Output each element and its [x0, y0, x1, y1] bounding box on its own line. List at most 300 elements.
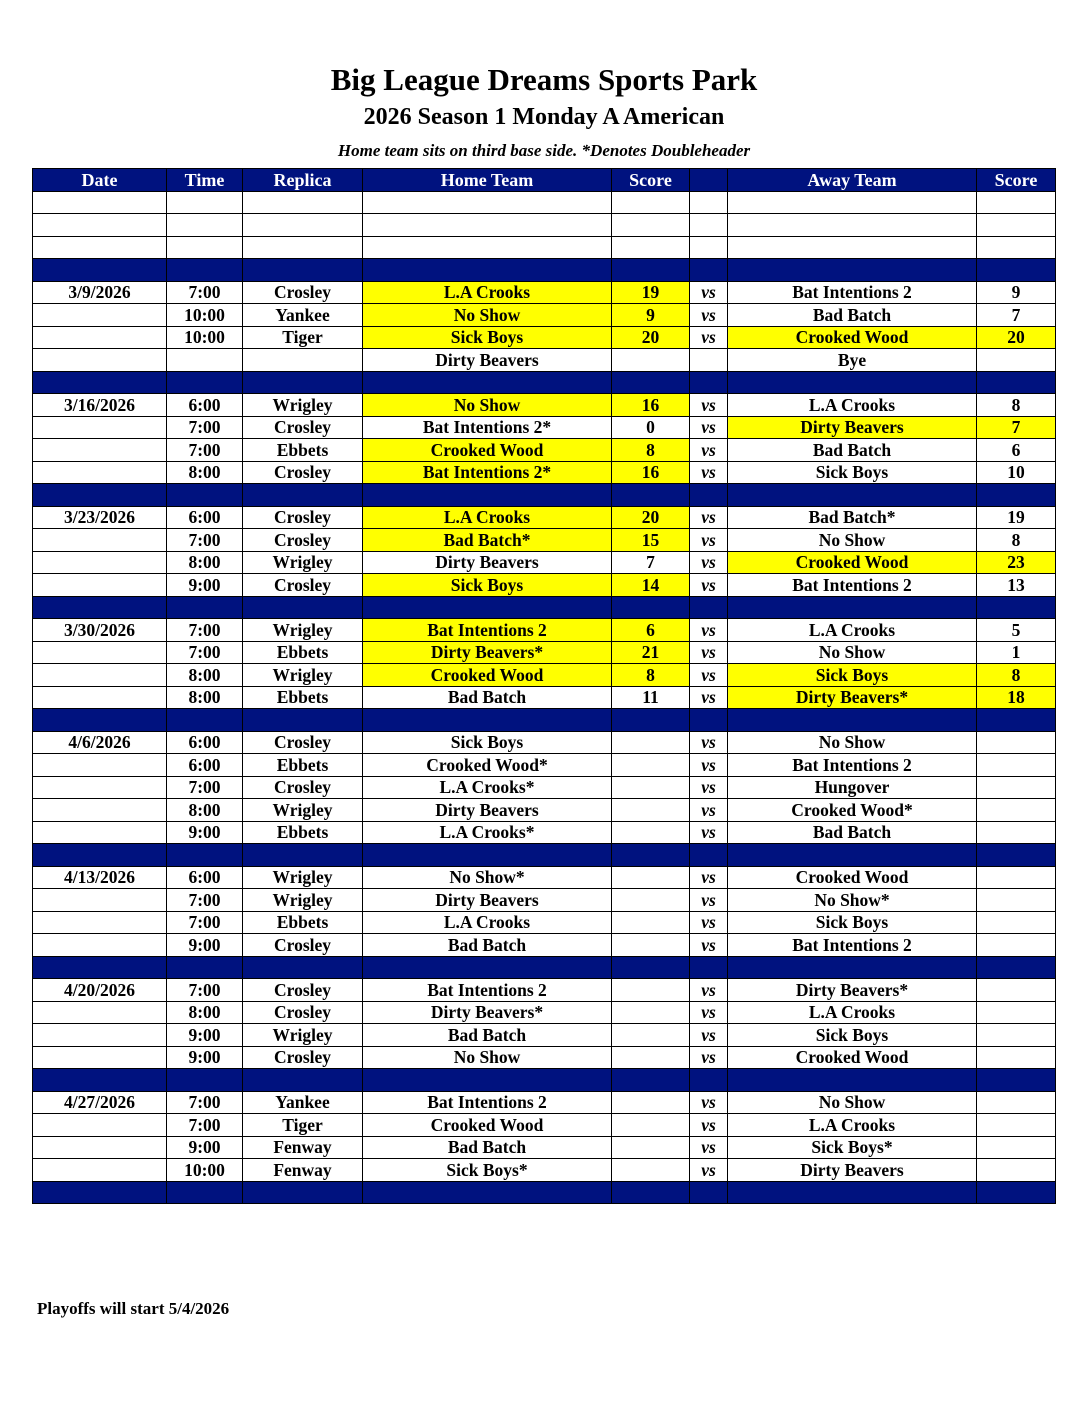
home-score-cell: [612, 1001, 690, 1024]
separator-cell: [243, 844, 363, 867]
away-score-cell: 19: [977, 506, 1056, 529]
home-team-cell: Sick Boys: [363, 731, 612, 754]
table-row: [33, 394, 1056, 417]
time-cell: 7:00: [167, 979, 243, 1002]
home-score-cell: 16: [612, 461, 690, 484]
table-row: [33, 821, 1056, 844]
home-score-cell: [612, 1159, 690, 1182]
separator-cell: [690, 596, 728, 619]
date-cell: 3/9/2026: [33, 281, 167, 304]
separator-cell: [612, 371, 690, 394]
table-row: [33, 416, 1056, 439]
home-team-cell: Bat Intentions 2: [363, 979, 612, 1002]
replica-cell: Wrigley: [243, 551, 363, 574]
replica-cell: Wrigley: [243, 619, 363, 642]
separator-cell: [363, 596, 612, 619]
time-cell: 8:00: [167, 799, 243, 822]
separator-cell: [243, 484, 363, 507]
separator-cell: [977, 956, 1056, 979]
table-row: [33, 934, 1056, 957]
home-score-cell: [612, 754, 690, 777]
replica-cell: Ebbets: [243, 439, 363, 462]
away-team-cell: Sick Boys: [728, 911, 977, 934]
vs-cell: vs: [690, 281, 728, 304]
home-team-cell: L.A Crooks: [363, 281, 612, 304]
schedule-table: [32, 168, 1056, 1204]
separator-cell: [167, 596, 243, 619]
vs-cell: vs: [690, 416, 728, 439]
vs-cell: vs: [690, 1159, 728, 1182]
separator-cell: [977, 259, 1056, 282]
vs-cell: vs: [690, 641, 728, 664]
time-cell: 8:00: [167, 551, 243, 574]
home-team-cell: [363, 236, 612, 259]
home-team-cell: L.A Crooks: [363, 506, 612, 529]
time-cell: 7:00: [167, 529, 243, 552]
date-cell: [33, 934, 167, 957]
away-score-cell: [977, 979, 1056, 1002]
col-header-vs: [690, 169, 728, 192]
separator-cell: [728, 484, 977, 507]
time-cell: 9:00: [167, 1046, 243, 1069]
vs-cell: vs: [690, 1001, 728, 1024]
time-cell: 6:00: [167, 506, 243, 529]
separator-cell: [690, 484, 728, 507]
table-row: [33, 506, 1056, 529]
separator-cell: [363, 1069, 612, 1092]
away-score-cell: [977, 1159, 1056, 1182]
away-team-cell: L.A Crooks: [728, 1114, 977, 1137]
away-team-cell: Bat Intentions 2: [728, 574, 977, 597]
vs-cell: vs: [690, 866, 728, 889]
home-team-cell: [363, 191, 612, 214]
date-cell: [33, 349, 167, 372]
separator-cell: [363, 259, 612, 282]
replica-cell: Crosley: [243, 574, 363, 597]
replica-cell: Crosley: [243, 979, 363, 1002]
replica-cell: Wrigley: [243, 866, 363, 889]
replica-cell: Crosley: [243, 281, 363, 304]
date-cell: [33, 1024, 167, 1047]
table-row: [33, 1136, 1056, 1159]
time-cell: 8:00: [167, 686, 243, 709]
date-cell: [33, 214, 167, 237]
home-team-cell: Dirty Beavers: [363, 551, 612, 574]
home-team-cell: Dirty Beavers: [363, 889, 612, 912]
table-row: [33, 551, 1056, 574]
away-team-cell: [728, 236, 977, 259]
separator-cell: [612, 484, 690, 507]
away-score-cell: 9: [977, 281, 1056, 304]
home-team-cell: Bad Batch*: [363, 529, 612, 552]
separator-cell: [167, 259, 243, 282]
vs-cell: vs: [690, 821, 728, 844]
separator-cell: [167, 844, 243, 867]
away-team-cell: Dirty Beavers: [728, 416, 977, 439]
home-team-cell: No Show: [363, 394, 612, 417]
time-cell: 9:00: [167, 1136, 243, 1159]
away-team-cell: Bat Intentions 2: [728, 754, 977, 777]
time-cell: [167, 236, 243, 259]
date-cell: [33, 799, 167, 822]
separator-cell: [690, 844, 728, 867]
week-separator: [33, 1181, 1056, 1204]
date-cell: [33, 326, 167, 349]
home-team-cell: Bat Intentions 2*: [363, 461, 612, 484]
table-row: [33, 1046, 1056, 1069]
vs-cell: vs: [690, 461, 728, 484]
home-score-cell: 21: [612, 641, 690, 664]
time-cell: 9:00: [167, 934, 243, 957]
replica-cell: Fenway: [243, 1136, 363, 1159]
table-row: [33, 799, 1056, 822]
time-cell: 6:00: [167, 394, 243, 417]
replica-cell: Crosley: [243, 461, 363, 484]
time-cell: 7:00: [167, 1114, 243, 1137]
separator-cell: [33, 484, 167, 507]
separator-cell: [167, 371, 243, 394]
separator-cell: [33, 1069, 167, 1092]
table-row: [33, 641, 1056, 664]
away-score-cell: 7: [977, 416, 1056, 439]
away-score-cell: [977, 776, 1056, 799]
away-team-cell: L.A Crooks: [728, 1001, 977, 1024]
away-team-cell: Crooked Wood*: [728, 799, 977, 822]
home-score-cell: [612, 799, 690, 822]
date-cell: [33, 1136, 167, 1159]
home-score-cell: 16: [612, 394, 690, 417]
home-team-cell: [363, 214, 612, 237]
home-score-cell: [612, 191, 690, 214]
home-score-cell: [612, 821, 690, 844]
table-row: [33, 686, 1056, 709]
date-cell: [33, 776, 167, 799]
table-row: [33, 349, 1056, 372]
replica-cell: Yankee: [243, 304, 363, 327]
replica-cell: Crosley: [243, 1001, 363, 1024]
away-team-cell: Bad Batch: [728, 304, 977, 327]
date-cell: [33, 551, 167, 574]
table-row: [33, 281, 1056, 304]
date-cell: 4/20/2026: [33, 979, 167, 1002]
separator-cell: [977, 484, 1056, 507]
away-score-cell: 10: [977, 461, 1056, 484]
home-team-cell: Sick Boys: [363, 574, 612, 597]
separator-cell: [612, 844, 690, 867]
away-team-cell: No Show: [728, 1091, 977, 1114]
time-cell: 7:00: [167, 416, 243, 439]
home-team-cell: Sick Boys*: [363, 1159, 612, 1182]
away-score-cell: [977, 349, 1056, 372]
away-score-cell: 7: [977, 304, 1056, 327]
home-team-cell: Bad Batch: [363, 686, 612, 709]
separator-cell: [690, 1181, 728, 1204]
time-cell: 7:00: [167, 889, 243, 912]
home-score-cell: 8: [612, 439, 690, 462]
time-cell: [167, 349, 243, 372]
home-team-cell: No Show*: [363, 866, 612, 889]
table-row: [33, 304, 1056, 327]
vs-cell: vs: [690, 1046, 728, 1069]
vs-cell: vs: [690, 394, 728, 417]
time-cell: [167, 191, 243, 214]
table-row: [33, 979, 1056, 1002]
away-team-cell: Sick Boys: [728, 1024, 977, 1047]
separator-cell: [33, 709, 167, 732]
playoffs-note: Playoffs will start 5/4/2026: [37, 1299, 230, 1318]
away-score-cell: [977, 191, 1056, 214]
separator-cell: [167, 484, 243, 507]
time-cell: 7:00: [167, 619, 243, 642]
separator-cell: [243, 1069, 363, 1092]
separator-cell: [33, 844, 167, 867]
table-row: [33, 1024, 1056, 1047]
home-team-cell: Bad Batch: [363, 934, 612, 957]
away-team-cell: Bye: [728, 349, 977, 372]
separator-cell: [690, 1069, 728, 1092]
replica-cell: Crosley: [243, 416, 363, 439]
date-cell: [33, 754, 167, 777]
home-team-cell: L.A Crooks: [363, 911, 612, 934]
table-row: [33, 754, 1056, 777]
home-score-cell: [612, 1091, 690, 1114]
header-row: [33, 169, 1056, 192]
vs-cell: vs: [690, 686, 728, 709]
home-score-cell: 15: [612, 529, 690, 552]
away-team-cell: Crooked Wood: [728, 1046, 977, 1069]
week-separator: [33, 596, 1056, 619]
away-score-cell: 1: [977, 641, 1056, 664]
away-score-cell: [977, 911, 1056, 934]
table-row: [33, 1114, 1056, 1137]
table-row: [33, 191, 1056, 214]
away-team-cell: Dirty Beavers*: [728, 686, 977, 709]
vs-cell: vs: [690, 574, 728, 597]
table-row: [33, 911, 1056, 934]
separator-cell: [612, 596, 690, 619]
date-cell: [33, 1046, 167, 1069]
vs-cell: vs: [690, 506, 728, 529]
away-team-cell: No Show: [728, 529, 977, 552]
date-cell: [33, 641, 167, 664]
away-score-cell: 8: [977, 529, 1056, 552]
separator-cell: [363, 844, 612, 867]
home-score-cell: [612, 214, 690, 237]
time-cell: 10:00: [167, 326, 243, 349]
vs-cell: vs: [690, 754, 728, 777]
home-score-cell: 6: [612, 619, 690, 642]
replica-cell: Ebbets: [243, 911, 363, 934]
time-cell: 8:00: [167, 1001, 243, 1024]
page-subtitle: 2026 Season 1 Monday A American: [363, 104, 725, 130]
home-score-cell: 19: [612, 281, 690, 304]
home-score-cell: [612, 866, 690, 889]
separator-cell: [167, 709, 243, 732]
time-cell: 7:00: [167, 439, 243, 462]
away-team-cell: No Show: [728, 641, 977, 664]
separator-cell: [612, 956, 690, 979]
away-score-cell: [977, 889, 1056, 912]
separator-cell: [728, 844, 977, 867]
separator-cell: [243, 371, 363, 394]
home-team-cell: No Show: [363, 1046, 612, 1069]
separator-cell: [243, 956, 363, 979]
vs-cell: [690, 214, 728, 237]
replica-cell: Ebbets: [243, 754, 363, 777]
away-score-cell: 8: [977, 664, 1056, 687]
away-score-cell: [977, 1001, 1056, 1024]
away-team-cell: L.A Crooks: [728, 619, 977, 642]
week-separator: [33, 844, 1056, 867]
away-team-cell: [728, 214, 977, 237]
separator-cell: [363, 484, 612, 507]
home-score-cell: 20: [612, 326, 690, 349]
vs-cell: vs: [690, 731, 728, 754]
replica-cell: Ebbets: [243, 641, 363, 664]
vs-cell: vs: [690, 979, 728, 1002]
time-cell: 10:00: [167, 1159, 243, 1182]
separator-cell: [33, 956, 167, 979]
home-score-cell: 9: [612, 304, 690, 327]
home-score-cell: 8: [612, 664, 690, 687]
separator-cell: [977, 844, 1056, 867]
vs-cell: vs: [690, 1136, 728, 1159]
date-cell: [33, 664, 167, 687]
separator-cell: [977, 371, 1056, 394]
time-cell: 6:00: [167, 731, 243, 754]
home-score-cell: [612, 911, 690, 934]
col-header-home-team: Home Team: [363, 169, 612, 192]
away-score-cell: [977, 214, 1056, 237]
away-score-cell: 5: [977, 619, 1056, 642]
table-row: [33, 1091, 1056, 1114]
replica-cell: Tiger: [243, 326, 363, 349]
away-score-cell: 6: [977, 439, 1056, 462]
table-row: [33, 619, 1056, 642]
home-score-cell: [612, 889, 690, 912]
date-cell: [33, 461, 167, 484]
away-team-cell: Bad Batch: [728, 439, 977, 462]
home-score-cell: [612, 979, 690, 1002]
time-cell: [167, 214, 243, 237]
separator-cell: [728, 956, 977, 979]
away-score-cell: [977, 1114, 1056, 1137]
table-row: [33, 214, 1056, 237]
separator-cell: [33, 371, 167, 394]
away-team-cell: Bad Batch: [728, 821, 977, 844]
home-team-cell: Crooked Wood: [363, 1114, 612, 1137]
away-score-cell: 18: [977, 686, 1056, 709]
away-team-cell: Dirty Beavers: [728, 1159, 977, 1182]
separator-cell: [167, 1181, 243, 1204]
away-team-cell: Hungover: [728, 776, 977, 799]
col-header-away-score: Score: [977, 169, 1056, 192]
replica-cell: Wrigley: [243, 889, 363, 912]
date-cell: [33, 889, 167, 912]
replica-cell: [243, 349, 363, 372]
time-cell: 10:00: [167, 304, 243, 327]
replica-cell: Crosley: [243, 506, 363, 529]
date-cell: 4/6/2026: [33, 731, 167, 754]
vs-cell: vs: [690, 799, 728, 822]
home-team-cell: Bat Intentions 2: [363, 619, 612, 642]
replica-cell: Ebbets: [243, 821, 363, 844]
away-score-cell: 23: [977, 551, 1056, 574]
away-score-cell: [977, 1024, 1056, 1047]
separator-cell: [977, 1181, 1056, 1204]
date-cell: [33, 236, 167, 259]
away-team-cell: L.A Crooks: [728, 394, 977, 417]
separator-cell: [728, 709, 977, 732]
home-score-cell: [612, 776, 690, 799]
col-header-replica: Replica: [243, 169, 363, 192]
home-team-cell: Crooked Wood: [363, 439, 612, 462]
replica-cell: Tiger: [243, 1114, 363, 1137]
table-row: [33, 574, 1056, 597]
replica-cell: Crosley: [243, 776, 363, 799]
home-team-cell: Crooked Wood: [363, 664, 612, 687]
away-team-cell: Dirty Beavers*: [728, 979, 977, 1002]
replica-cell: Wrigley: [243, 664, 363, 687]
separator-cell: [728, 1069, 977, 1092]
table-row: [33, 889, 1056, 912]
home-team-cell: Crooked Wood*: [363, 754, 612, 777]
separator-cell: [977, 596, 1056, 619]
vs-cell: vs: [690, 529, 728, 552]
time-cell: 9:00: [167, 821, 243, 844]
date-cell: 3/16/2026: [33, 394, 167, 417]
table-row: [33, 236, 1056, 259]
time-cell: 8:00: [167, 461, 243, 484]
home-score-cell: 7: [612, 551, 690, 574]
home-score-cell: [612, 731, 690, 754]
replica-cell: Fenway: [243, 1159, 363, 1182]
table-row: [33, 664, 1056, 687]
vs-cell: vs: [690, 439, 728, 462]
vs-cell: vs: [690, 1024, 728, 1047]
home-team-cell: Bad Batch: [363, 1024, 612, 1047]
vs-cell: vs: [690, 664, 728, 687]
table-row: [33, 326, 1056, 349]
separator-cell: [977, 709, 1056, 732]
separator-cell: [612, 709, 690, 732]
schedule-body: [33, 191, 1056, 1204]
week-separator: [33, 1069, 1056, 1092]
vs-cell: vs: [690, 619, 728, 642]
vs-cell: [690, 236, 728, 259]
separator-cell: [690, 956, 728, 979]
home-score-cell: 14: [612, 574, 690, 597]
date-cell: 4/13/2026: [33, 866, 167, 889]
away-team-cell: No Show*: [728, 889, 977, 912]
date-cell: [33, 821, 167, 844]
date-cell: 4/27/2026: [33, 1091, 167, 1114]
separator-cell: [33, 1181, 167, 1204]
date-cell: [33, 1114, 167, 1137]
replica-cell: Crosley: [243, 529, 363, 552]
vs-cell: vs: [690, 934, 728, 957]
separator-cell: [728, 371, 977, 394]
separator-cell: [977, 1069, 1056, 1092]
vs-cell: vs: [690, 889, 728, 912]
home-score-cell: [612, 236, 690, 259]
table-row: [33, 866, 1056, 889]
separator-cell: [363, 371, 612, 394]
vs-cell: [690, 191, 728, 214]
away-score-cell: [977, 1091, 1056, 1114]
vs-cell: vs: [690, 551, 728, 574]
table-row: [33, 1159, 1056, 1182]
